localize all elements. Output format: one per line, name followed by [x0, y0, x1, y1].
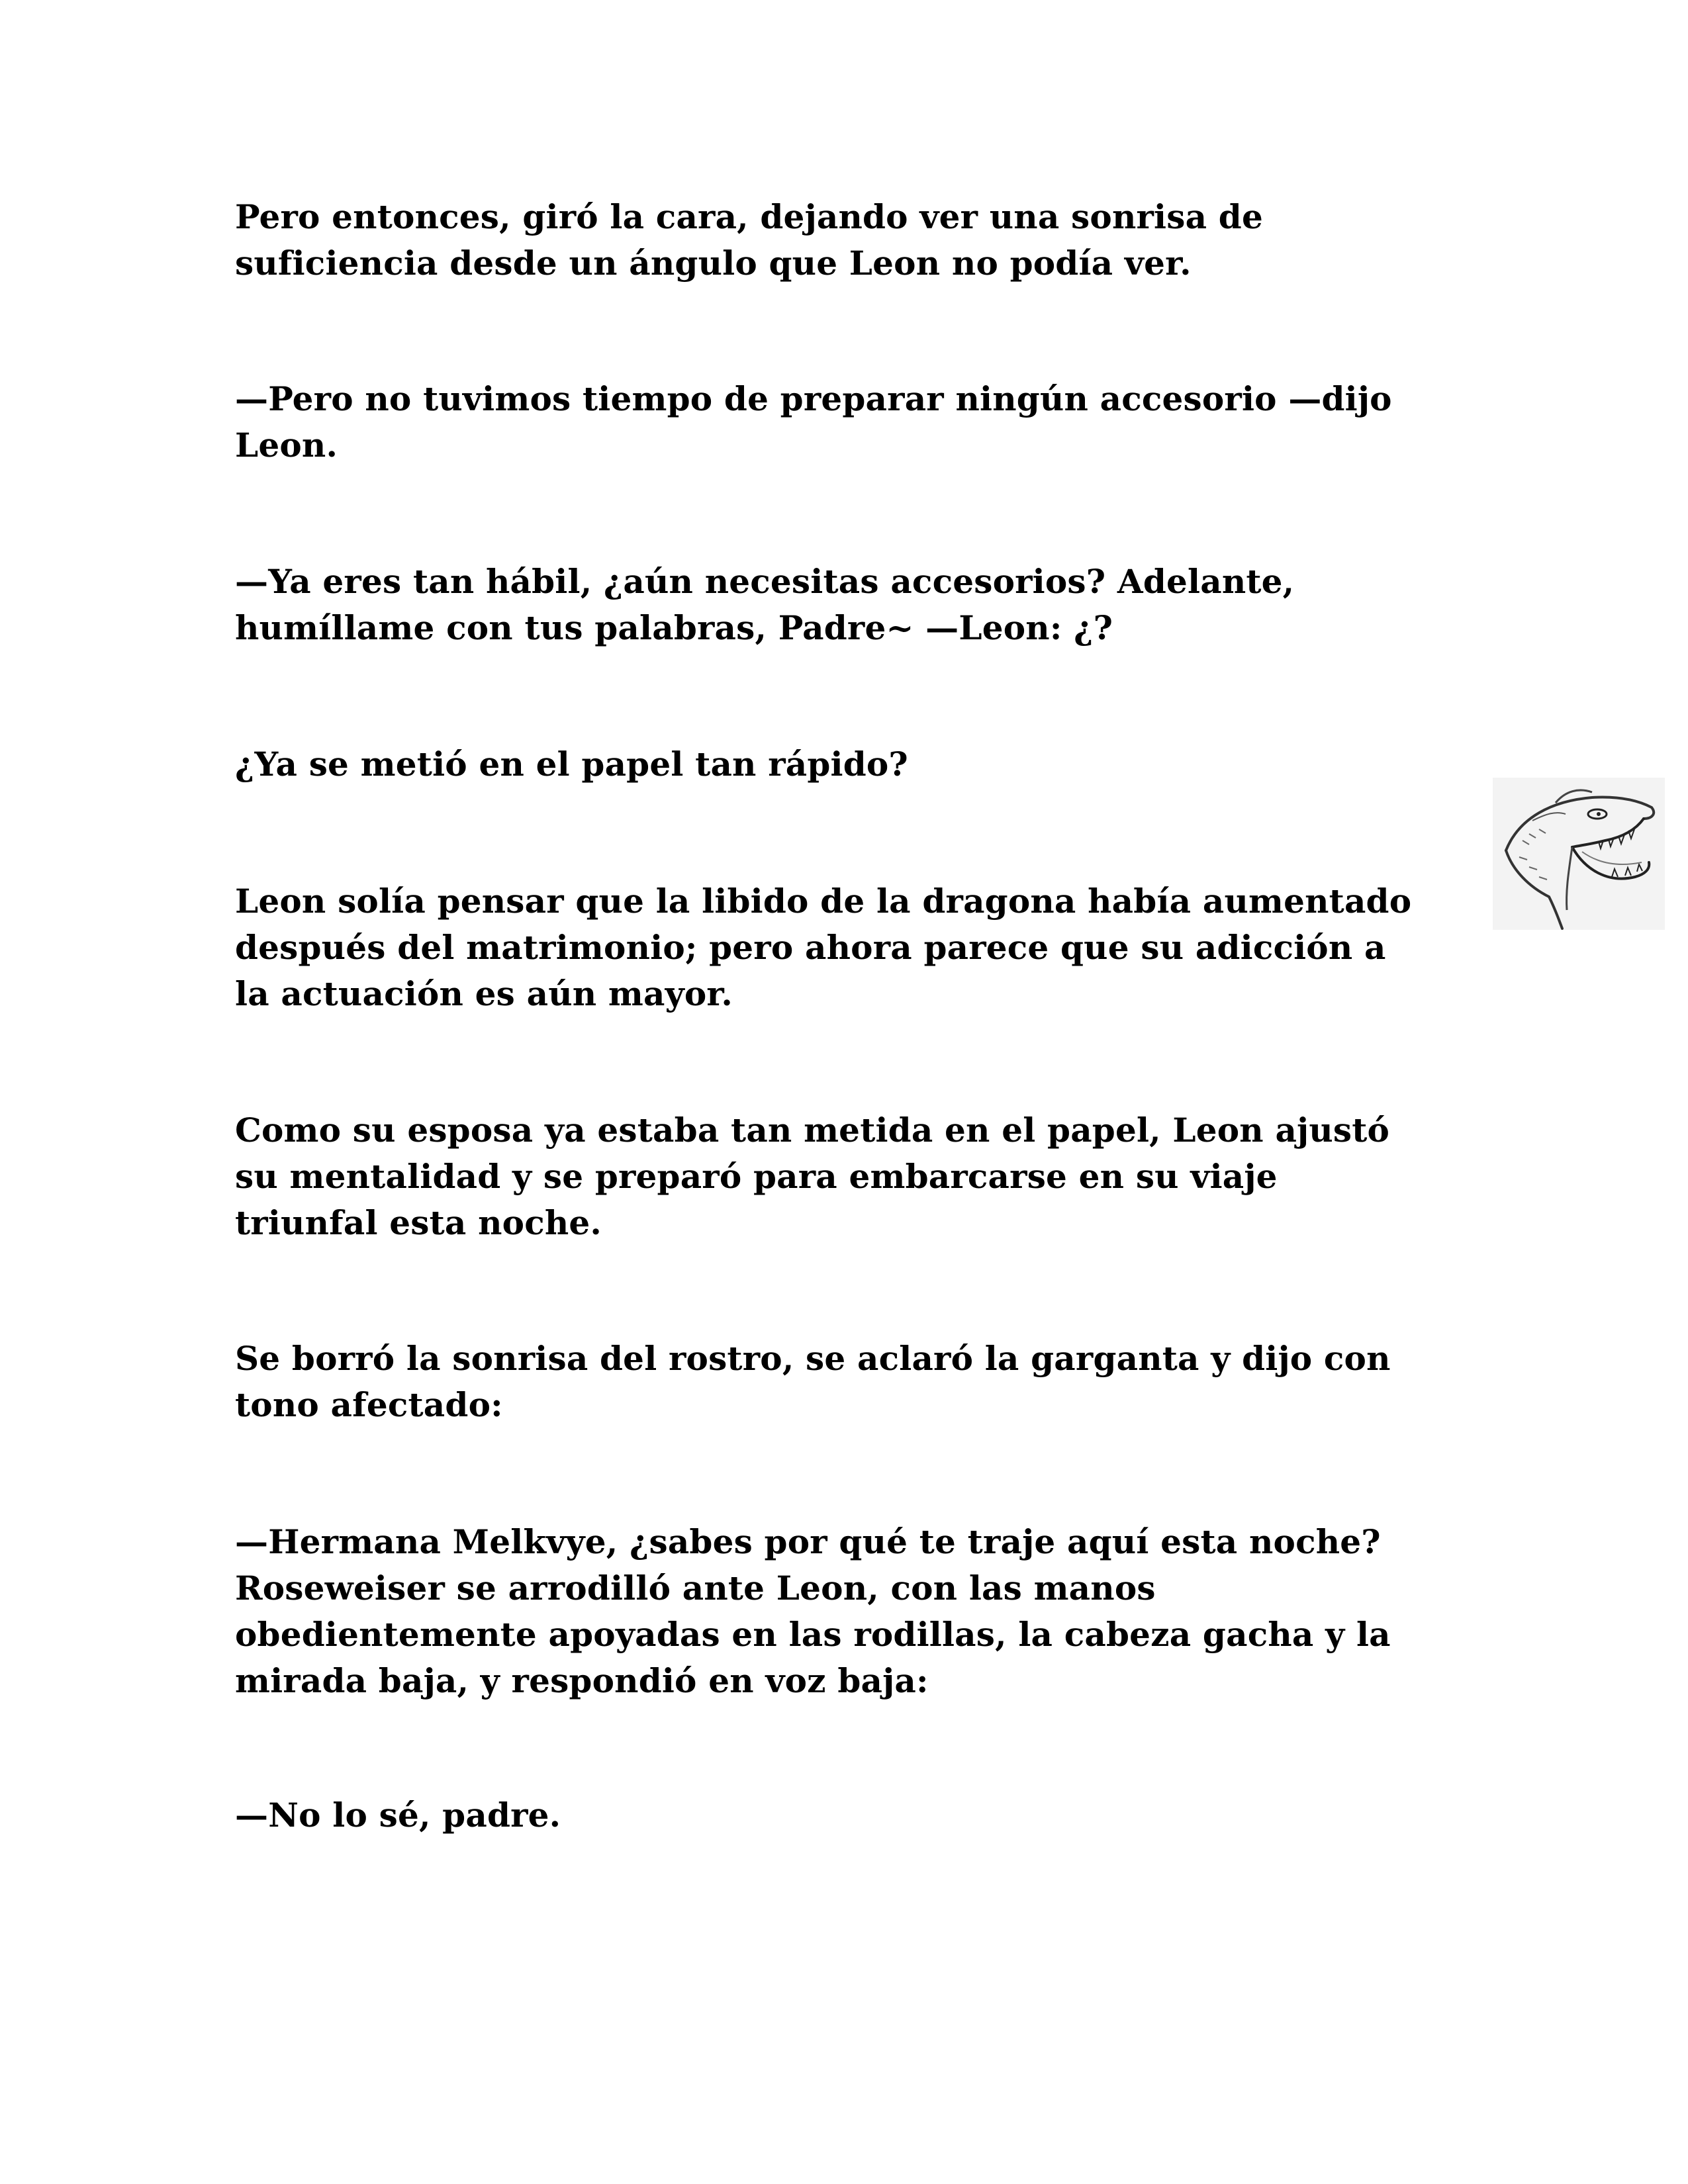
paragraph-9: —No lo sé, padre. — [235, 1796, 561, 1835]
paragraph-5: Leon solía pensar que la libido de la dragona había aumentado después del matrimonio; pero ahora parece que su adicción a la actuación es aún mayor. — [235, 882, 1412, 1013]
paragraph-3: —Ya eres tan hábil, ¿aún necesitas accesorios? Adelante, humíllame con tus palabras, Padre~ —Leon: ¿? — [235, 562, 1295, 647]
paragraph-2: —Pero no tuvimos tiempo de preparar ningún accesorio —dijo Leon. — [235, 379, 1392, 465]
paragraph-6: Como su esposa ya estaba tan metida en el papel, Leon ajustó su mentalidad y se preparó para embarcarse en su viaje triunfal esta noche. — [235, 1111, 1390, 1242]
paragraph-1: Pero entonces, giró la cara, dejando ver una sonrisa de suficiencia desde un ángulo que Leon no podía ver. — [235, 197, 1263, 283]
paragraph-4: ¿Ya se metió en el papel tan rápido? — [235, 745, 908, 784]
dragon-head-sketch-icon — [1493, 778, 1665, 930]
paragraph-7: Se borró la sonrisa del rostro, se aclaró la garganta y dijo con tono afectado: — [235, 1339, 1391, 1424]
paragraph-8: —Hermana Melkvye, ¿sabes por qué te traje aquí esta noche? Roseweiser se arrodilló ante Leon, con las manos obedientemente apoyadas en las rodillas, la cabeza gacha y la mirada baja, y respondió en voz baja: — [235, 1522, 1391, 1700]
